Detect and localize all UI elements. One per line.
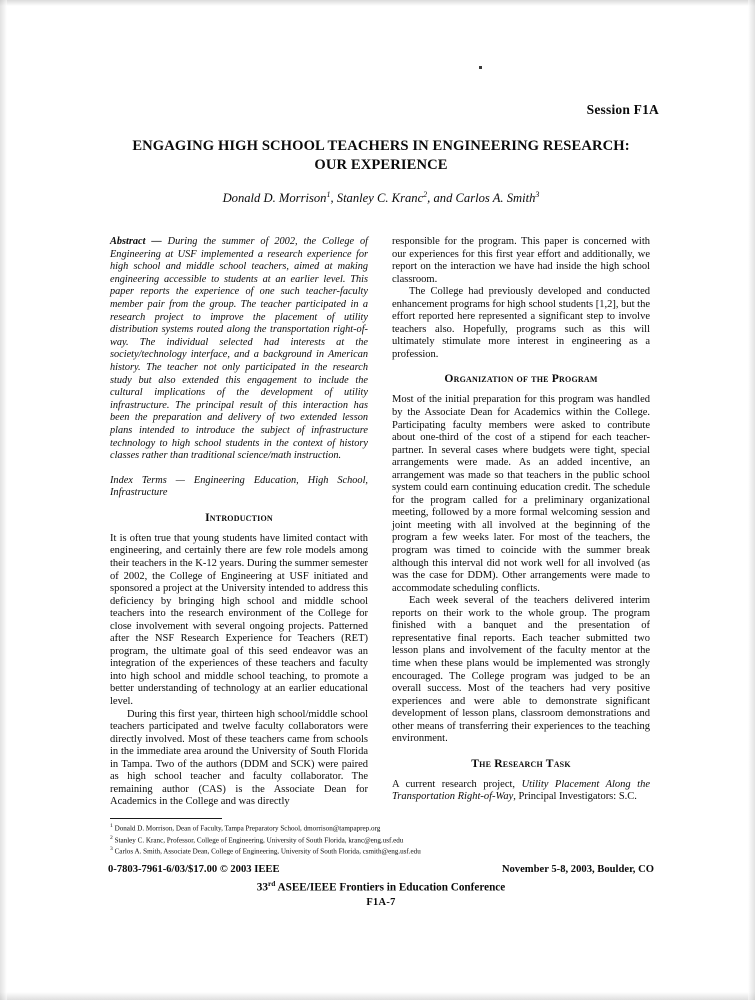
footnote-marker: 3	[110, 846, 113, 853]
research-task-text-post: , Principal Investigators: S.C.	[513, 791, 637, 803]
research-task-paragraph	[392, 779, 650, 804]
scan-edge-top	[0, 0, 755, 6]
page-title	[108, 137, 654, 175]
scan-edge-right	[748, 0, 755, 1000]
left-column	[110, 236, 368, 814]
footer-date-location: November 5-8, 2003, Boulder, CO	[501, 864, 654, 875]
index-terms-label: Index Terms —	[110, 474, 194, 486]
author-separator-1: ,	[330, 191, 337, 206]
author-list	[108, 190, 654, 206]
author-name-3: Carlos A. Smith	[455, 191, 536, 206]
author-separator-2: , and	[427, 191, 456, 206]
page-title-line1: ENGAGING HIGH SCHOOL TEACHERS IN ENGINEERING RESEARCH:	[132, 138, 630, 154]
right-column	[392, 236, 650, 814]
footer-isbn: 0-7803-7961-6/03/$17.00 © 2003 IEEE	[108, 864, 280, 875]
footer-conference-ordinal: rd	[267, 879, 276, 888]
footnote-text: Stanley C. Kranc, Professor, College of Engineering, University of South Florida, kranc@eng.usf.edu	[114, 835, 404, 844]
introduction-paragraph-2: During this first year, thirteen high school/middle school teachers participated and twelve faculty collaborators were directly involved. Most of these teachers came from schools in the immediate area around the University of South Florida in Tampa. Two of the authors (DDM and SCK) were paired as high school teacher and faculty collaborator. The remaining author (CAS) is the Associate Dean for Academics in the College and was directly	[110, 708, 368, 808]
author-footnote-marker-2: 2	[423, 190, 428, 199]
introduction-paragraph-1: It is often true that young students have limited contact with engineering, and certainly there are few role models among their teachers in the K-12 years. During the summer semester of 2002, the College of Engineering at USF initiated and sponsored a project at the University intended to address this deficiency by bringing high school and middle school teachers into the research environment of the College for close involvement with several ongoing projects. Patterned after the NSF Research Experience for Teachers (RET) program, the ultimate goal of this seed endeavor was an integration of the experiences of these teachers and faculty into high school and middle school teaching, to promote a better understanding of technology at an earlier educational level.	[110, 532, 368, 707]
footer-page-label: F1A-7	[366, 896, 396, 908]
author-name-1: Donald D. Morrison	[222, 191, 327, 206]
footnote-list	[110, 822, 655, 857]
right-paragraph-1: responsible for the program. This paper is concerned with our experiences for this first year effort and additionally, we report on the interaction we have had inside the high school classroom.	[392, 236, 650, 285]
author-footnote-marker-1: 1	[326, 190, 331, 199]
scan-artifact-dot	[479, 66, 482, 69]
organization-paragraph-1: Most of the initial preparation for this program was handled by the Associate Dean for Academics within the College. Participating faculty members were asked to contribute about one-third of the cost of a stipend for each teacher-partner. In several cases where budgets were tight, special arrangements were made. As an added incentive, an arrangement was made so that teachers in the public school system could earn continuing education credit. The schedule for the program called for a preliminary organizational meeting, followed by a more formal welcoming session and joint meeting with all involved at the beginning of the program a few weeks later. For most of the teachers, the program was timed to coincide with the summer break although this interval did not work well for all involved (as was the case for DDM). Other arrangements were made to accommodate scheduling conflicts.	[392, 394, 650, 594]
section-heading-research-task: The Research Task	[471, 756, 571, 770]
section-heading-organization: Organization of the Program	[444, 372, 598, 386]
scan-edge-bottom	[0, 992, 755, 1000]
author-name-2: Stanley C. Kranc	[336, 191, 424, 206]
spacer	[110, 463, 368, 475]
right-paragraph-2: The College had previously developed and conducted enhancement programs for high school students [1,2], but the effort reported here represented a significant step to involve teachers also. Hopefully, programs such as this will ultimately stimulate more interest in engineering as a profession.	[392, 286, 650, 360]
footnote-item	[110, 845, 655, 857]
footnote-separator-rule	[110, 818, 222, 819]
abstract-label: Abstract —	[110, 236, 168, 247]
footnote-item	[110, 834, 655, 846]
footnote-marker: 1	[110, 823, 113, 829]
footer-conference-number: 33	[256, 881, 268, 894]
index-terms-text: Engineering Education, High School, Infrastructure	[110, 474, 369, 499]
page-footer	[108, 864, 654, 908]
scan-edge-left	[0, 0, 7, 1000]
abstract-text: During the summer of 2002, the College of Engineering at USF implemented a research experience for high school and middle school teachers, aimed at making engineering accessible to students at an earlier level. This paper reports the experience of one such teacher-faculty member pair from the group. The teacher participated in a research project to improve the placement of utility distribution systems routed along the transportation right-of-way. The individual selected had interests at the society/technology interface, and a background in American history. The teacher not only participated in the research study but also extended this engagement to include the cultural implications of the development of utility infrastructure. The principal result of this interaction has been the preparation and delivery of two extended lesson plans intended to introduce the subject of infrastructure technology to high school students in the context of history classes rather than traditional science/math instruction.	[110, 236, 368, 462]
body-columns	[110, 236, 650, 814]
research-project-title: Utility Placement Along the Transportation Right-of-Way	[392, 778, 650, 803]
footnote-text: Carlos A. Smith, Associate Dean, College of Engineering, University of South Florida, csmith@eng.usf.edu	[114, 847, 421, 856]
index-terms-paragraph	[110, 475, 368, 500]
footer-conference-name	[108, 878, 654, 894]
abstract-paragraph	[110, 236, 368, 463]
footer-top-row	[108, 864, 654, 878]
footnote-marker: 2	[110, 834, 113, 841]
footer-conference-title: ASEE/IEEE Frontiers in Education Conference	[275, 881, 506, 894]
organization-paragraph-2: Each week several of the teachers delivered interim reports on their work to the whole group. The program finished with a banquet and the presentation of representative final reports. Each teacher submitted two lesson plans and involvement of the faculty mentor at the time when these plans would be implemented was strongly encouraged. The College program was judged to be an overall success. Most of the teachers had very positive experiences and were able to demonstrate significant development of lesson plans, classroom demonstrations and other means of transferring their experiences to the teaching environment.	[392, 595, 650, 745]
footnote-item	[110, 822, 655, 834]
section-heading-introduction: Introduction	[205, 510, 273, 524]
page-title-line2: OUR EXPERIENCE	[314, 157, 448, 173]
research-task-text-pre: A current research project,	[392, 778, 522, 790]
author-footnote-marker-3: 3	[535, 190, 540, 199]
footnote-text: Donald D. Morrison, Dean of Faculty, Tampa Preparatory School, dmorrison@tampaprep.org	[114, 824, 381, 833]
session-label: Session F1A	[586, 102, 659, 117]
